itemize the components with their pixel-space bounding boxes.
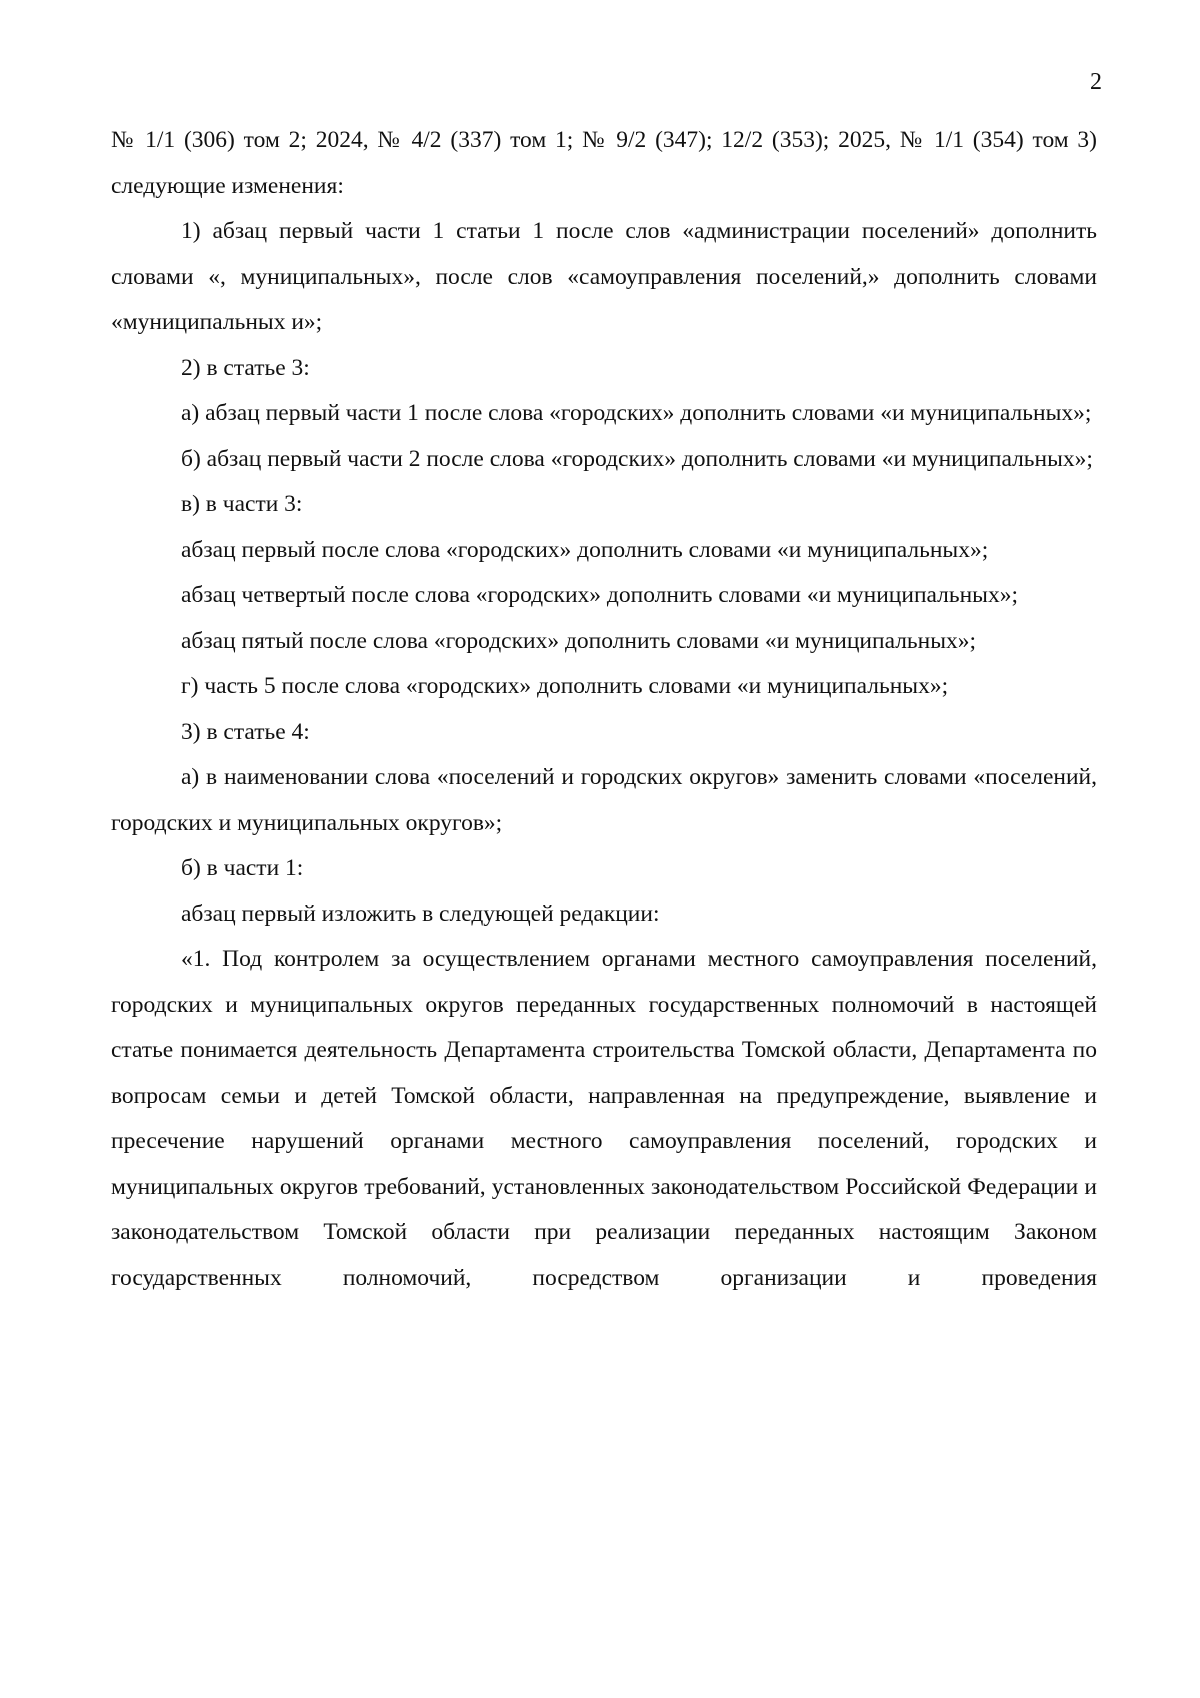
paragraph: 1) абзац первый части 1 статьи 1 после слов «администрации поселений» дополнить словами «, муниципальных», после слов «самоуправления поселений,» дополнить словами «муниципальных и»;	[111, 218, 1097, 335]
page-number: 2	[1090, 69, 1102, 95]
paragraph: в) в части 3:	[181, 491, 303, 517]
paragraph: абзац пятый после слова «городских» дополнить словами «и муниципальных»;	[181, 627, 977, 654]
paragraph: абзац четвертый после слова «городских» дополнить словами «и муниципальных»;	[181, 582, 1019, 608]
paragraph: 2) в статье 3:	[181, 354, 310, 381]
paragraph: б) в части 1:	[181, 855, 304, 881]
paragraph: «1. Под контролем за осуществлением органами местного самоуправления поселений, городских и муниципальных округов переданных государственных полномочий в настоящей статье понимается деятельность Департамента строительства Томской области, Департамента по вопросам семьи и детей Томской области, направленная на предупреждение, выявление и пресечение нарушений органами местного самоуправления поселений, городских и муниципальных округов требований, установленных законодательством Российской Федерации и законодательством Томской области при реализации переданных настоящим Законом государственных полномочий, посредством организации и проведения	[111, 946, 1097, 1291]
paragraph: абзац первый изложить в следующей редакции:	[181, 900, 660, 927]
paragraph: а) абзац первый части 1 после слова «городских» дополнить словами «и муниципальных»;	[181, 400, 1092, 426]
paragraph: 3) в статье 4:	[181, 718, 310, 745]
paragraph: г) часть 5 после слова «городских» дополнить словами «и муниципальных»;	[181, 673, 949, 699]
paragraph: № 1/1 (306) том 2; 2024, № 4/2 (337) том 1; № 9/2 (347); 12/2 (353); 2025, № 1/1 (354) том 3) следующие изменения:	[111, 127, 1097, 199]
paragraph: а) в наименовании слова «поселений и городских округов» заменить словами «поселений, городских и муниципальных округов»;	[111, 764, 1097, 836]
document-body	[111, 118, 1097, 1301]
paragraph: б) абзац первый части 2 после слова «городских» дополнить словами «и муниципальных»;	[181, 445, 1093, 472]
paragraph: абзац первый после слова «городских» дополнить словами «и муниципальных»;	[181, 536, 989, 563]
